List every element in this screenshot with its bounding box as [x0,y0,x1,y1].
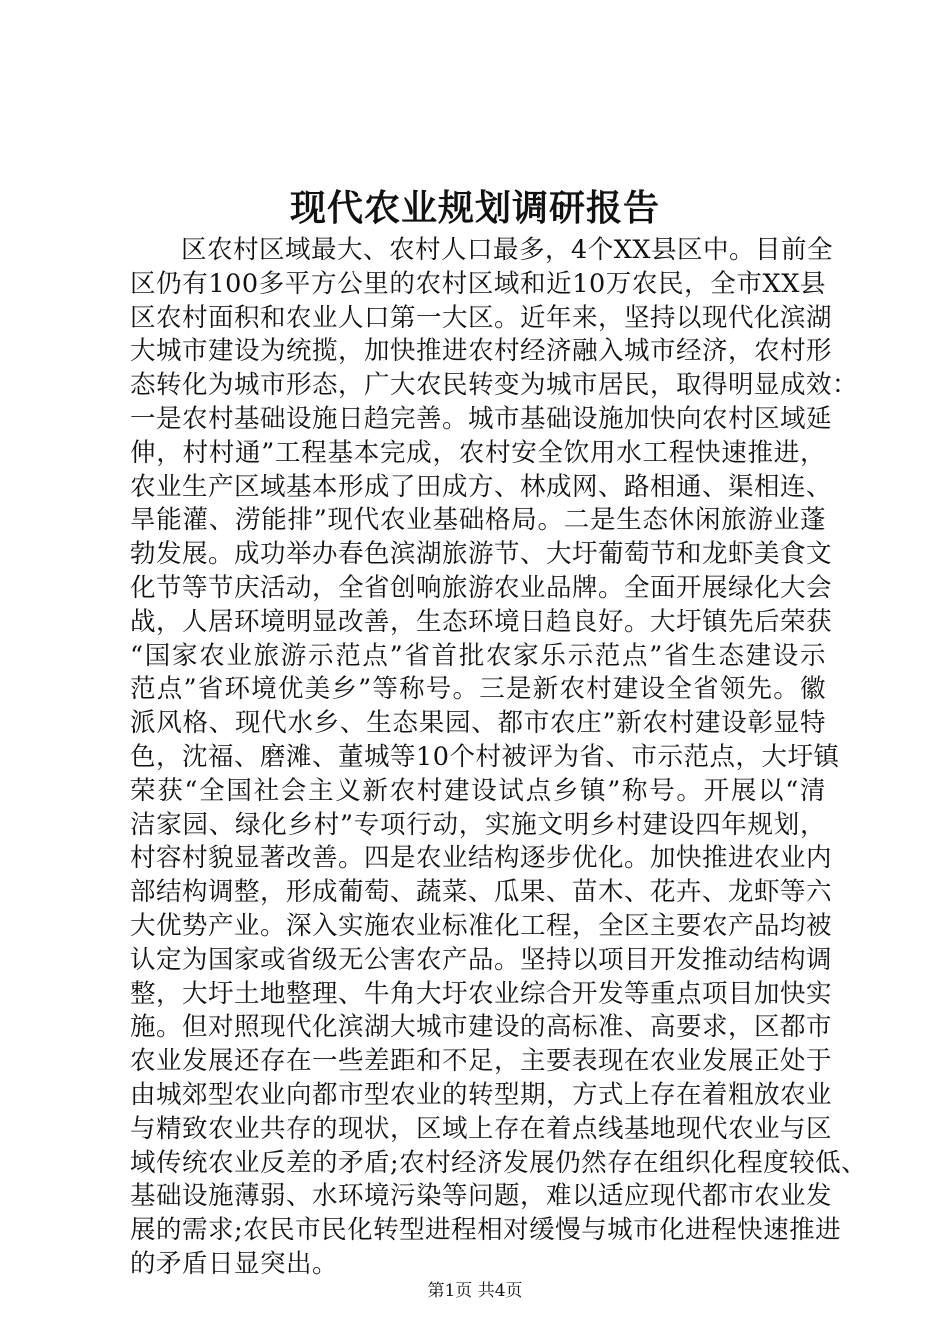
paragraph-line: 的矛盾日显突出。 [130,1248,339,1279]
paragraph-line: 伸，村村通”工程基本完成，农村安全饮用水工程快速推进， [130,437,826,468]
paragraph-line: 区农村区域最大、农村人口最多，4个XX县区中。目前全 [181,235,834,265]
paragraph-line: 村容村貌显著改善。四是农业结构逐步优化。加快推进农业内 [130,843,833,874]
paragraph-line: 一是农村基础设施日趋完善。城市基础设施加快向农村区域延 [130,403,833,434]
paragraph-line: 洁家园、绿化乡村”专项行动，实施文明乡村建设四年规划， [130,809,826,840]
paragraph-line: 大城市建设为统揽，加快推进农村经济融入城市经济，农村形 [130,336,833,367]
paragraph-line: 态转化为城市形态，广大农民转变为城市居民，取得明显成效： [130,370,859,401]
paragraph-line: 区农村面积和农业人口第一大区。近年来，坚持以现代化滨湖 [130,302,833,333]
paragraph-line: 域传统农业反差的矛盾;农村经济发展仍然存在组织化程度较低、 [130,1147,868,1178]
paragraph-line: 荣获“全国社会主义新农村建设试点乡镇”称号。开展以“清 [130,775,826,806]
paragraph-line: 色，沈福、磨滩、董城等10个村被评为省、市示范点，大圩镇 [130,741,840,772]
page-number: 第1页 共4页 [427,1281,523,1301]
document-body [130,234,868,1282]
paragraph-line: 整，大圩土地整理、牛角大圩农业综合开发等重点项目加快实 [130,978,833,1009]
paragraph-line: 区仍有100多平方公里的农村区域和近10万农民，全市XX县 [130,268,826,299]
paragraph-line: 部结构调整，形成葡萄、蔬菜、瓜果、苗木、花卉、龙虾等六 [130,877,833,908]
paragraph-line: 旱能灌、涝能排”现代农业基础格局。二是生态休闲旅游业蓬 [130,505,826,536]
paragraph-line: 基础设施薄弱、水环境污染等问题，难以适应现代都市农业发 [130,1181,833,1212]
paragraph-line: 农业发展还存在一些差距和不足，主要表现在农业发展正处于 [130,1046,833,1077]
paragraph-line: 由城郊型农业向都市型农业的转型期，方式上存在着粗放农业 [130,1079,833,1110]
document-title: 现代农业规划调研报告 [289,187,660,229]
paragraph-line: 认定为国家或省级无公害农产品。坚持以项目开发推动结构调 [130,944,833,975]
paragraph-line: 派风格、现代水乡、生态果园、都市农庄”新农村建设彰显特 [130,708,826,739]
paragraph-line: 施。但对照现代化滨湖大城市建设的高标准、高要求，区都市 [130,1012,833,1043]
paragraph-line: 勃发展。成功举办春色滨湖旅游节、大圩葡萄节和龙虾美食文 [130,539,833,570]
paragraph-line: 化节等节庆活动，全省创响旅游农业品牌。全面开展绿化大会 [130,572,833,603]
paragraph-line: 农业生产区域基本形成了田成方、林成网、路相通、渠相连、 [130,471,833,502]
paragraph-line: 大优势产业。深入实施农业标准化工程，全区主要农产品均被 [130,910,833,941]
paragraph-line: 展的需求;农民市民化转型进程相对缓慢与城市化进程快速推进 [130,1215,842,1246]
paragraph-line: “国家农业旅游示范点”省首批农家乐示范点”省生态建设示 [130,640,826,671]
paragraph-line: 与精致农业共存的现状，区域上存在着点线基地现代农业与区 [130,1113,833,1144]
paragraph-line: 范点”省环境优美乡”等称号。三是新农村建设全省领先。徽 [130,674,826,705]
paragraph-line: 战，人居环境明显改善，生态环境日趋良好。大圩镇先后荣获 [130,606,833,637]
